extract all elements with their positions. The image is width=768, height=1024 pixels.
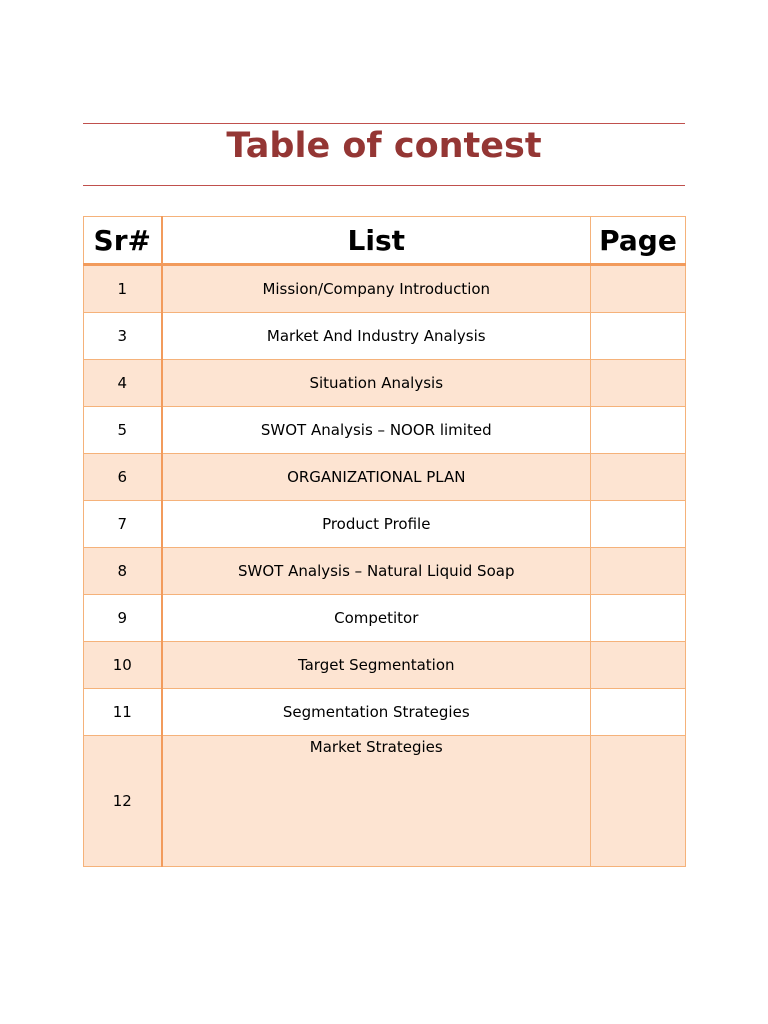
row-sr: 10 bbox=[84, 642, 162, 689]
row-sr: 7 bbox=[84, 501, 162, 548]
header-list: List bbox=[162, 217, 591, 265]
row-list: ORGANIZATIONAL PLAN bbox=[162, 454, 591, 501]
row-sr: 9 bbox=[84, 595, 162, 642]
row-list: Segmentation Strategies bbox=[162, 689, 591, 736]
row-sr: 5 bbox=[84, 407, 162, 454]
row-page bbox=[591, 313, 686, 360]
row-page bbox=[591, 548, 686, 595]
table-of-contents bbox=[83, 216, 686, 867]
row-list: SWOT Analysis – NOOR limited bbox=[162, 407, 591, 454]
row-list: Mission/Company Introduction bbox=[162, 265, 591, 313]
table-header-row bbox=[84, 217, 686, 265]
row-list: Target Segmentation bbox=[162, 642, 591, 689]
row-list: Market Strategies bbox=[162, 736, 591, 867]
table-row bbox=[84, 360, 686, 407]
table-row bbox=[84, 689, 686, 736]
row-sr: 12 bbox=[84, 736, 162, 867]
table-row bbox=[84, 736, 686, 867]
row-page bbox=[591, 501, 686, 548]
table-row bbox=[84, 595, 686, 642]
table-row bbox=[84, 548, 686, 595]
row-page bbox=[591, 265, 686, 313]
header-sr: Sr# bbox=[84, 217, 162, 265]
title-rule-bottom bbox=[83, 185, 685, 186]
row-page bbox=[591, 642, 686, 689]
row-page bbox=[591, 736, 686, 867]
table-row bbox=[84, 501, 686, 548]
table-row bbox=[84, 642, 686, 689]
row-list: SWOT Analysis – Natural Liquid Soap bbox=[162, 548, 591, 595]
row-sr: 11 bbox=[84, 689, 162, 736]
row-page bbox=[591, 689, 686, 736]
row-page bbox=[591, 454, 686, 501]
row-list: Situation Analysis bbox=[162, 360, 591, 407]
row-list: Product Profile bbox=[162, 501, 591, 548]
table-row bbox=[84, 407, 686, 454]
row-page bbox=[591, 595, 686, 642]
table-row bbox=[84, 313, 686, 360]
row-list: Competitor bbox=[162, 595, 591, 642]
header-page: Page bbox=[591, 217, 686, 265]
row-page bbox=[591, 407, 686, 454]
row-page bbox=[591, 360, 686, 407]
table-row bbox=[84, 265, 686, 313]
row-sr: 1 bbox=[84, 265, 162, 313]
row-sr: 3 bbox=[84, 313, 162, 360]
table-row bbox=[84, 454, 686, 501]
row-sr: 6 bbox=[84, 454, 162, 501]
row-sr: 4 bbox=[84, 360, 162, 407]
row-list: Market And Industry Analysis bbox=[162, 313, 591, 360]
row-sr: 8 bbox=[84, 548, 162, 595]
page-title: Table of contest bbox=[226, 126, 542, 166]
